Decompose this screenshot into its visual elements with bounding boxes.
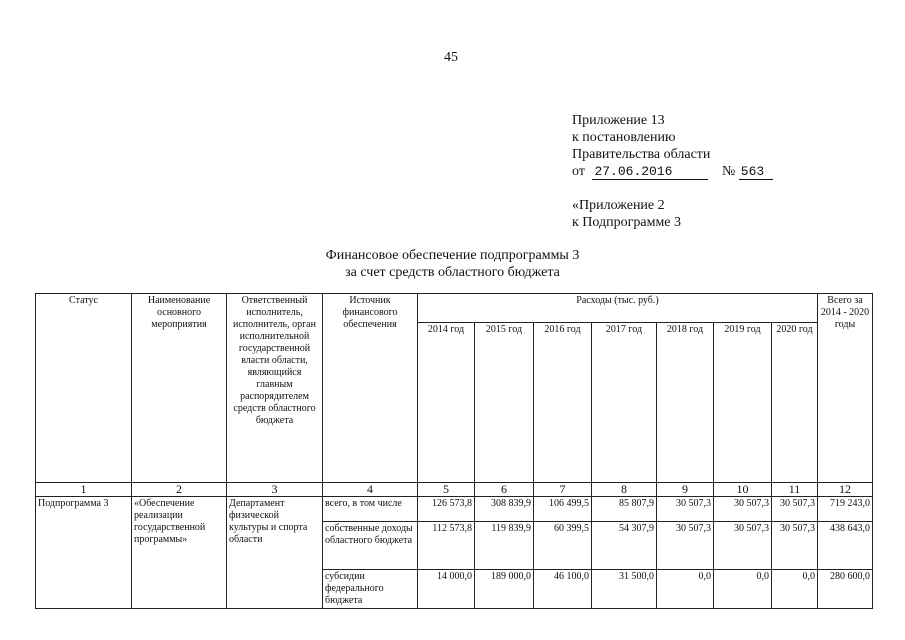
appendix-block [572, 112, 773, 231]
value-cell: 0,0 [772, 570, 818, 609]
column-index: 12 [818, 483, 873, 497]
value-cell: 14 000,0 [418, 570, 475, 609]
value-cell: 308 839,9 [475, 497, 534, 522]
header-executor: Ответственный исполнитель, исполнитель, орган исполнительной государственной власти области, являющийся главным распорядителем средств областного бюджета [227, 294, 323, 483]
appendix-line-1: Приложение 13 [572, 113, 665, 128]
value-cell: 126 573,8 [418, 497, 475, 522]
header-year-2017: 2017 год [592, 323, 657, 483]
appendix-line-2: к постановлению [572, 130, 676, 145]
value-cell: 30 507,3 [772, 497, 818, 522]
header-activity: Наименование основного мероприятия [132, 294, 227, 483]
value-cell: 106 499,5 [534, 497, 592, 522]
column-index: 6 [475, 483, 534, 497]
executor-cell: Департамент физической культуры и спорта области [227, 497, 323, 609]
value-cell: 54 307,9 [592, 522, 657, 570]
total-cell: 438 643,0 [818, 522, 873, 570]
financing-table [35, 293, 873, 609]
header-year-2016: 2016 год [534, 323, 592, 483]
header-year-2018: 2018 год [657, 323, 714, 483]
header-status: Статус [36, 294, 132, 483]
header-year-2020: 2020 год [772, 323, 818, 483]
column-index: 7 [534, 483, 592, 497]
value-cell: 119 839,9 [475, 522, 534, 570]
column-index: 3 [227, 483, 323, 497]
column-index-row [36, 483, 873, 497]
value-cell: 60 399,5 [534, 522, 592, 570]
header-expenses: Расходы (тыс. руб.) [418, 294, 818, 323]
value-cell: 30 507,3 [714, 497, 772, 522]
number-label: № [721, 164, 736, 179]
value-cell: 0,0 [714, 570, 772, 609]
value-cell: 0,0 [657, 570, 714, 609]
value-cell: 30 507,3 [714, 522, 772, 570]
title-line-2: за счет средств областного бюджета [345, 265, 560, 280]
value-cell: 31 500,0 [592, 570, 657, 609]
appendix-line-3: Правительства области [572, 147, 711, 162]
resolution-date: 27.06.2016 [592, 165, 708, 180]
header-source: Источник финансового обеспечения [323, 294, 418, 483]
column-index: 9 [657, 483, 714, 497]
header-total: Всего за 2014 - 2020 годы [818, 294, 873, 483]
value-cell: 85 807,9 [592, 497, 657, 522]
source-cell: субсидии федерального бюджета [323, 570, 418, 609]
header-year-2015: 2015 год [475, 323, 534, 483]
from-label: от [572, 164, 585, 179]
value-cell: 189 000,0 [475, 570, 534, 609]
table-row [36, 497, 873, 522]
column-index: 5 [418, 483, 475, 497]
value-cell: 30 507,3 [772, 522, 818, 570]
value-cell: 30 507,3 [657, 522, 714, 570]
header-year-2014: 2014 год [418, 323, 475, 483]
value-cell: 30 507,3 [657, 497, 714, 522]
source-cell: собственные доходы областного бюджета [323, 522, 418, 570]
column-index: 1 [36, 483, 132, 497]
status-cell: Подпрограмма 3 [36, 497, 132, 609]
title-line-1: Финансовое обеспечение подпрограммы 3 [325, 248, 580, 263]
column-index: 2 [132, 483, 227, 497]
appendix-line-5: «Приложение 2 [572, 198, 665, 213]
page-number: 45 [444, 50, 458, 65]
appendix-date-line [572, 163, 773, 180]
activity-cell: «Обеспечение реализации государственной программы» [132, 497, 227, 609]
column-index: 4 [323, 483, 418, 497]
value-cell: 46 100,0 [534, 570, 592, 609]
total-cell: 280 600,0 [818, 570, 873, 609]
column-index: 8 [592, 483, 657, 497]
column-index: 11 [772, 483, 818, 497]
document-title [0, 247, 905, 281]
source-cell: всего, в том числе [323, 497, 418, 522]
resolution-number: 563 [739, 165, 773, 180]
appendix-line-6: к Подпрограмме 3 [572, 215, 682, 230]
total-cell: 719 243,0 [818, 497, 873, 522]
value-cell: 112 573,8 [418, 522, 475, 570]
header-year-2019: 2019 год [714, 323, 772, 483]
column-index: 10 [714, 483, 772, 497]
